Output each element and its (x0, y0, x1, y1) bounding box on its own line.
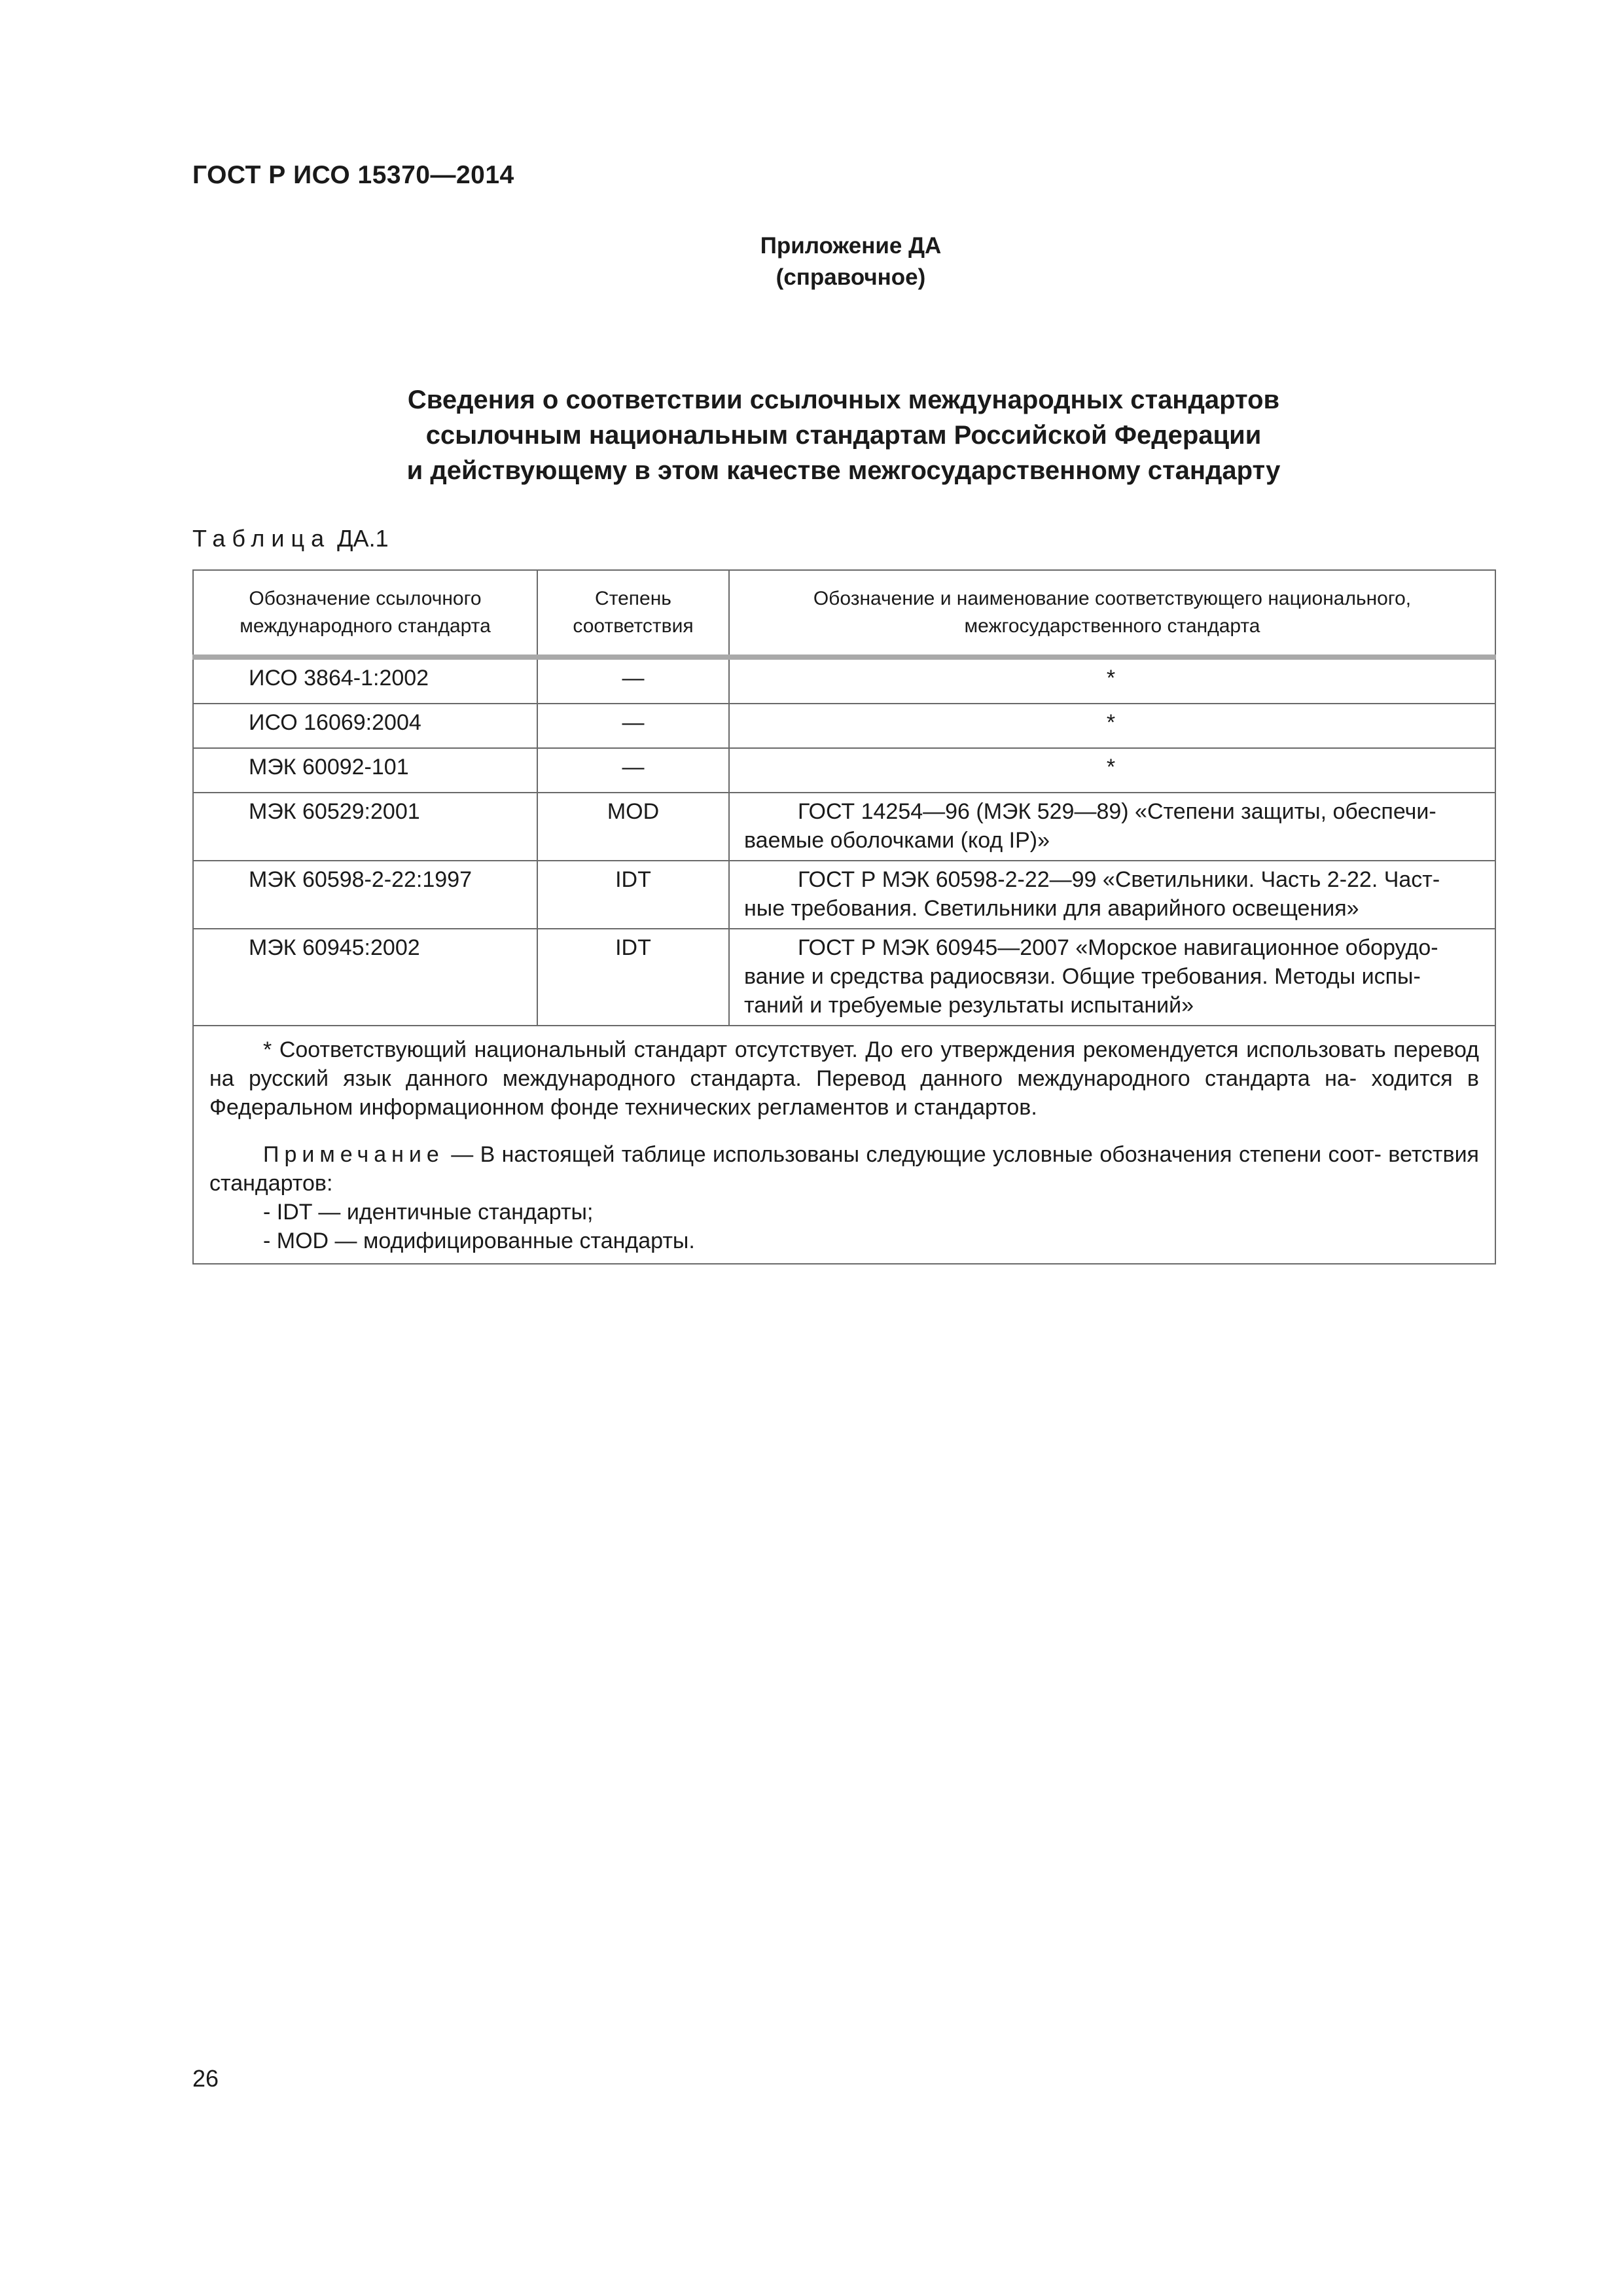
degree-cell: IDT (537, 861, 729, 929)
national-standard-cell (729, 929, 1495, 1026)
note-list-item: - IDT — идентичные стандарты; (263, 1200, 594, 1225)
table-label-word: Таблица (192, 525, 331, 552)
national-standard-cell (729, 793, 1495, 861)
ref-standard-cell: ИСО 16069:2004 (193, 704, 537, 748)
footnote-line: перевод на русский язык данного международного стандарта. Перевод данного международного стандарта на- (209, 1037, 1479, 1091)
annex-kind: (справочное) (776, 264, 926, 290)
ref-standard-cell: МЭК 60092-101 (193, 748, 537, 793)
degree-cell: IDT (537, 929, 729, 1026)
table-row (193, 748, 1495, 793)
table-row (193, 704, 1495, 748)
page-number: 26 (192, 2065, 219, 2092)
correspondence-table (192, 569, 1496, 1265)
degree-cell: MOD (537, 793, 729, 861)
header-national-standard (729, 570, 1495, 657)
note-line: ветствия стандартов: (209, 1142, 1479, 1196)
national-standard-text: ГОСТ Р МЭК 60945—2007 «Морское навигационное оборудо- (798, 935, 1438, 960)
header-text: межгосударственного стандарта (964, 615, 1260, 637)
national-standard-text: вание и средства радиосвязи. Общие требования. Методы испы- (744, 964, 1421, 989)
header-ref-standard (193, 570, 537, 657)
table-row (193, 929, 1495, 1026)
table-row (193, 657, 1495, 704)
footnote-text (209, 1035, 1479, 1122)
annex-heading (654, 230, 1047, 293)
note-label: Примечание (263, 1142, 444, 1167)
header-text: международного стандарта (240, 615, 491, 637)
ref-standard-cell: МЭК 60529:2001 (193, 793, 537, 861)
national-standard-cell: * (729, 704, 1495, 748)
header-degree (537, 570, 729, 657)
annex-title-line: и действующему в этом качестве межгосударственному стандарту (406, 456, 1281, 485)
header-text: Степень (595, 588, 671, 609)
header-text: Обозначение ссылочного (249, 588, 482, 609)
degree-cell: — (537, 704, 729, 748)
note-list-item: - MOD — модифицированные стандарты. (263, 1229, 695, 1253)
national-standard-text: ные требования. Светильники для аварийного освещения» (744, 896, 1359, 921)
national-standard-cell: * (729, 657, 1495, 704)
ref-standard-cell: ИСО 3864-1:2002 (193, 657, 537, 704)
degree-cell: — (537, 657, 729, 704)
table-row (193, 861, 1495, 929)
national-standard-cell: * (729, 748, 1495, 793)
national-standard-text: ГОСТ Р МЭК 60598-2-22—99 «Светильники. Часть 2-22. Част- (798, 867, 1440, 892)
document-code: ГОСТ Р ИСО 15370—2014 (192, 161, 514, 189)
header-text: соответствия (573, 615, 694, 637)
table-header-row (193, 570, 1495, 657)
table-footnote-row (193, 1026, 1495, 1264)
footnote-line: * Соответствующий национальный стандарт отсутствует. До его утверждения рекомендуется использовать (263, 1037, 1386, 1062)
note-line: — В настоящей таблице использованы следующие условные обозначения степени соот- (451, 1142, 1382, 1167)
degree-cell: — (537, 748, 729, 793)
national-standard-cell (729, 861, 1495, 929)
national-standard-text: ГОСТ 14254—96 (МЭК 529—89) «Степени защиты, обеспечи- (798, 799, 1436, 824)
annex-name: Приложение ДА (760, 233, 942, 259)
ref-standard-cell: МЭК 60945:2002 (193, 929, 537, 1026)
note-text (209, 1140, 1479, 1198)
header-text: Обозначение и наименование соответствующего национального, (813, 588, 1412, 609)
table-label (192, 525, 389, 552)
table-row (193, 793, 1495, 861)
table-label-id: ДА.1 (337, 525, 389, 552)
national-standard-text: ваемые оболочками (код IP)» (744, 828, 1050, 853)
annex-title-line: ссылочным национальным стандартам Российской Федерации (425, 421, 1262, 450)
annex-title (192, 382, 1495, 488)
annex-title-line: Сведения о соответствии ссылочных международных стандартов (407, 386, 1280, 414)
footnote-line: ходится в Федеральном информационном фонде технических регламентов и стандартов. (209, 1066, 1479, 1120)
national-standard-text: таний и требуемые результаты испытаний» (744, 993, 1194, 1018)
ref-standard-cell: МЭК 60598-2-22:1997 (193, 861, 537, 929)
table-footnote-cell (193, 1026, 1495, 1264)
